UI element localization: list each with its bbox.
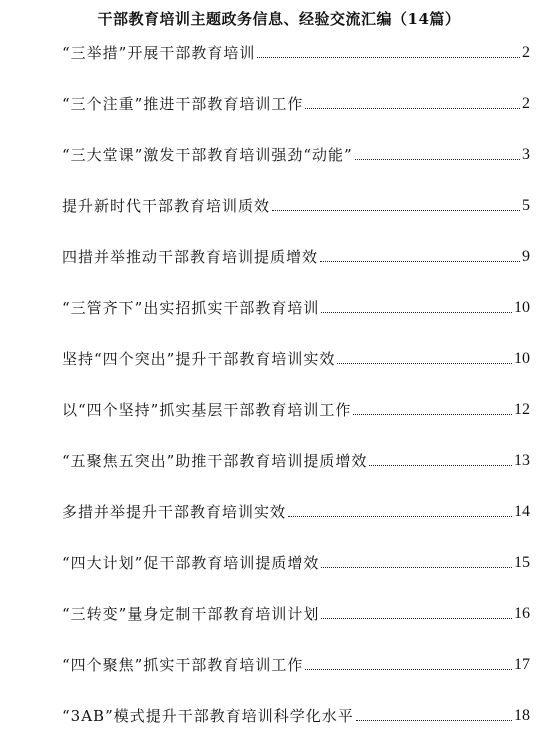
- toc-entry[interactable]: [62, 348, 530, 370]
- toc-entry[interactable]: [62, 450, 530, 472]
- toc-dot-leader: [272, 210, 520, 211]
- toc-entry-title: 以“四个坚持”抓实基层干部教育培训工作: [62, 401, 352, 419]
- toc-entry-page: 18: [514, 707, 530, 724]
- toc-entry[interactable]: [62, 501, 530, 523]
- toc-entry-page: 17: [514, 656, 530, 673]
- toc-dot-leader: [321, 618, 512, 619]
- toc-entry-title: “三举措”开展干部教育培训: [62, 44, 256, 62]
- toc-entry-title: “五聚焦五突出”助推干部教育培训提质增效: [62, 452, 368, 470]
- toc-entry-page: 9: [522, 248, 530, 265]
- toc-entry-title: “三转变”量身定制干部教育培训计划: [62, 605, 320, 623]
- toc-dot-leader: [320, 261, 520, 262]
- toc-entry-title: 四措并举推动干部教育培训提质增效: [62, 248, 319, 266]
- toc-entry-page: 16: [514, 605, 530, 622]
- toc-entry-page: 3: [522, 146, 530, 163]
- toc-dot-leader: [321, 567, 512, 568]
- toc-dot-leader: [305, 669, 512, 670]
- toc-entry-title: 多措并举提升干部教育培训实效: [62, 503, 287, 521]
- toc-entry-page: 5: [522, 197, 530, 214]
- toc-entry-title: 提升新时代干部教育培训质效: [62, 197, 271, 215]
- toc-entry[interactable]: [62, 144, 530, 166]
- toc-dot-leader: [337, 363, 512, 364]
- toc-entry-page: 2: [522, 95, 530, 112]
- document-title: 干部教育培训主题政务信息、经验交流汇编（14篇）: [97, 10, 461, 28]
- toc-entry[interactable]: [62, 297, 530, 319]
- toc-entry-title: “3AB”模式提升干部教育培训科学化水平: [62, 707, 354, 725]
- toc-entry[interactable]: [62, 603, 530, 625]
- toc-entry[interactable]: [62, 552, 530, 574]
- toc-dot-leader: [257, 57, 520, 58]
- toc-dot-leader: [356, 720, 512, 721]
- toc-entry[interactable]: [62, 246, 530, 268]
- toc-entry-page: 13: [514, 452, 530, 469]
- toc-entry[interactable]: [62, 654, 530, 676]
- toc-entry-page: 12: [514, 401, 530, 418]
- toc-entry[interactable]: [62, 42, 530, 64]
- toc-dot-leader: [355, 159, 520, 160]
- toc-dot-leader: [353, 414, 512, 415]
- toc-entry-title: “三大堂课”激发干部教育培训强劲“动能”: [62, 146, 353, 164]
- toc-entry[interactable]: [62, 399, 530, 421]
- toc-dot-leader: [369, 465, 512, 466]
- toc-entry-page: 10: [514, 350, 530, 367]
- toc-entry[interactable]: [62, 195, 530, 217]
- toc-entry[interactable]: [62, 705, 530, 727]
- toc-entry-title: “三管齐下”出实招抓实干部教育培训: [62, 299, 320, 317]
- toc-entry-page: 14: [514, 503, 530, 520]
- toc-entry[interactable]: [62, 93, 530, 115]
- toc-entry-title: “三个注重”推进干部教育培训工作: [62, 95, 304, 113]
- toc-entry-page: 10: [514, 299, 530, 316]
- toc-dot-leader: [305, 108, 520, 109]
- toc-entry-title: “四个聚焦”抓实干部教育培训工作: [62, 656, 304, 674]
- toc-entry-page: 15: [514, 554, 530, 571]
- toc-entry-page: 2: [522, 44, 530, 61]
- toc-dot-leader: [288, 516, 512, 517]
- toc-entry-title: 坚持“四个突出”提升干部教育培训实效: [62, 350, 336, 368]
- toc-dot-leader: [321, 312, 512, 313]
- toc-entry-title: “四大计划”促干部教育培训提质增效: [62, 554, 320, 572]
